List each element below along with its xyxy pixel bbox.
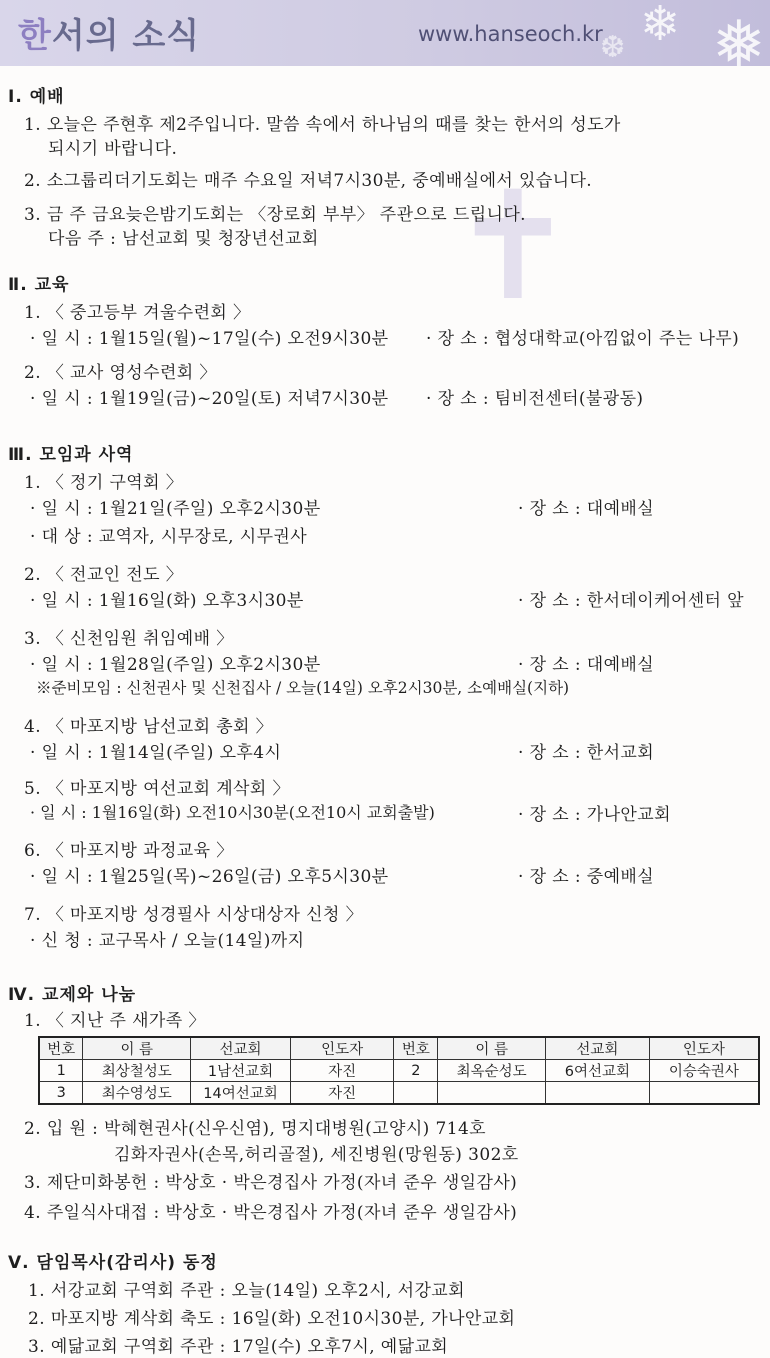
table-cell: 2 [394, 1060, 438, 1082]
fellowship-item-3: 3. 제단미화봉헌 : 박상호 · 박은경집사 가정(자녀 준우 생일감사) [24, 1173, 518, 1193]
table-header-cell: 번호 [39, 1037, 83, 1060]
section-heading-education: Ⅱ. 교육 [8, 275, 70, 295]
header-title [18, 8, 200, 57]
fellowship-item-2: 2. 입 원 : 박혜현권사(신우신염), 명지대병원(고양시) 714호 [24, 1119, 486, 1139]
pastor-item-2: 2. 마포지방 계삭회 축도 : 16일(화) 오전10시30분, 가나안교회 [28, 1309, 516, 1329]
meeting-item-3-date: · 일 시 : 1월28일(주일) 오후2시30분 [30, 655, 321, 675]
table-header-cell: 선교회 [546, 1037, 650, 1060]
header-url: www.hanseoch.kr [418, 22, 603, 46]
section-heading-fellowship: Ⅳ. 교제와 나눔 [8, 985, 137, 1005]
table-cell: 1 [39, 1060, 83, 1082]
section-heading-pastor-schedule: Ⅴ. 담임목사(감리사) 동정 [8, 1253, 218, 1273]
meeting-item-2-date: · 일 시 : 1월16일(화) 오후3시30분 [30, 591, 304, 611]
header-title-highlight: 한 [18, 16, 52, 56]
table-cell [394, 1082, 438, 1105]
meeting-item-7-title: 7. 〈 마포지방 성경필사 시상대상자 신청 〉 [24, 905, 363, 925]
worship-item-3: 3. 금 주 금요늦은밤기도회는 〈장로회 부부〉 주관으로 드립니다. [24, 205, 526, 225]
snowflake-icon: ❅ [712, 8, 766, 82]
worship-item-1: 1. 오늘은 주현후 제2주입니다. 말씀 속에서 하나님의 때를 찾는 한서의 성도가 [24, 115, 621, 135]
table-header-cell: 이 름 [83, 1037, 191, 1060]
table-header-cell: 번호 [394, 1037, 438, 1060]
page-header [0, 0, 770, 82]
table-cell: 자진 [290, 1060, 394, 1082]
meeting-item-5-date: · 일 시 : 1월16일(화) 오전10시30분(오전10시 교회출발) [30, 803, 435, 822]
fellowship-item-2-cont: 김화자권사(손목,허리골절), 세진병원(망원동) 302호 [114, 1145, 519, 1165]
section-heading-worship: Ⅰ. 예배 [8, 87, 65, 107]
pastor-item-3: 3. 예닮교회 구역회 주관 : 17일(수) 오후7시, 예닮교회 [28, 1337, 449, 1357]
table-cell: 14여선교회 [191, 1082, 291, 1105]
meeting-item-5-title: 5. 〈 마포지방 여선교회 계삭회 〉 [24, 779, 290, 799]
fellowship-item-4: 4. 주일식사대접 : 박상호 · 박은경집사 가정(자녀 준우 생일감사) [24, 1203, 518, 1223]
meeting-item-4-place: · 장 소 : 한서교회 [518, 743, 655, 763]
cross-watermark-icon: ✝ [450, 160, 576, 334]
new-family-table [38, 1036, 760, 1105]
meeting-item-6-date: · 일 시 : 1월25일(목)~26일(금) 오후5시30분 [30, 867, 389, 887]
table-row [39, 1060, 759, 1082]
table-cell [546, 1082, 650, 1105]
header-title-rest: 서의 소식 [51, 16, 201, 56]
table-cell: 최옥순성도 [438, 1060, 546, 1082]
meeting-item-3-place: · 장 소 : 대예배실 [518, 655, 655, 675]
fellowship-item-1-title: 1. 〈 지난 주 새가족 〉 [24, 1011, 206, 1031]
snowflake-icon: ❆ [600, 30, 626, 65]
pastor-item-1: 1. 서강교회 구역회 주관 : 오늘(14일) 오후2시, 서강교회 [28, 1281, 465, 1301]
table-header-cell: 선교회 [191, 1037, 291, 1060]
table-cell [438, 1082, 546, 1105]
meeting-item-1-place: · 장 소 : 대예배실 [518, 499, 655, 519]
table-header-cell: 인도자 [649, 1037, 759, 1060]
meeting-item-5-place: · 장 소 : 가나안교회 [518, 805, 671, 825]
meeting-item-3-title: 3. 〈 신천임원 취임예배 〉 [24, 629, 234, 649]
table-row [39, 1082, 759, 1105]
education-item-1-title: 1. 〈 중고등부 겨울수련회 〉 [24, 303, 251, 323]
table-header-cell: 이 름 [438, 1037, 546, 1060]
meeting-item-6-title: 6. 〈 마포지방 과정교육 〉 [24, 841, 234, 861]
table-cell [649, 1082, 759, 1105]
meeting-item-4-title: 4. 〈 마포지방 남선교회 총회 〉 [24, 717, 274, 737]
meeting-item-3-note: ※준비모임 : 신천권사 및 신천집사 / 오늘(14일) 오후2시30분, 소예배실(지하) [36, 679, 570, 697]
worship-item-2: 2. 소그룹리더기도회는 매주 수요일 저녁7시30분, 중예배실에서 있습니다. [24, 171, 593, 191]
table-cell: 3 [39, 1082, 83, 1105]
snowflake-icon: ❄ [640, 0, 681, 52]
table-cell: 이승숙권사 [649, 1060, 759, 1082]
table-cell: 최수영성도 [83, 1082, 191, 1105]
meeting-item-6-place: · 장 소 : 중예배실 [518, 867, 655, 887]
worship-item-3-cont: 다음 주 : 남선교회 및 청장년선교회 [48, 229, 319, 249]
section-heading-meetings: Ⅲ. 모임과 사역 [8, 445, 134, 465]
education-item-1-place: · 장 소 : 협성대학교(아낌없이 주는 나무) [426, 329, 740, 349]
meeting-item-7-apply: · 신 청 : 교구목사 / 오늘(14일)까지 [30, 931, 305, 951]
education-item-2-date: · 일 시 : 1월19일(금)~20일(토) 저녁7시30분 [30, 389, 389, 409]
education-item-1-date: · 일 시 : 1월15일(월)~17일(수) 오전9시30분 [30, 329, 389, 349]
table-cell: 자진 [290, 1082, 394, 1105]
meeting-item-2-place: · 장 소 : 한서데이케어센터 앞 [518, 591, 744, 611]
meeting-item-2-title: 2. 〈 전교인 전도 〉 [24, 565, 184, 585]
table-header-cell: 인도자 [290, 1037, 394, 1060]
table-cell: 최상철성도 [83, 1060, 191, 1082]
meeting-item-4-date: · 일 시 : 1월14일(주일) 오후4시 [30, 743, 282, 763]
meeting-item-1-title: 1. 〈 정기 구역회 〉 [24, 473, 184, 493]
education-item-2-title: 2. 〈 교사 영성수련회 〉 [24, 363, 217, 383]
table-cell: 6여선교회 [546, 1060, 650, 1082]
meeting-item-1-date: · 일 시 : 1월21일(주일) 오후2시30분 [30, 499, 321, 519]
worship-item-1-cont: 되시기 바랍니다. [48, 139, 178, 159]
meeting-item-1-target: · 대 상 : 교역자, 시무장로, 시무권사 [30, 527, 308, 547]
table-header-row [39, 1037, 759, 1060]
education-item-2-place: · 장 소 : 팀비전센터(불광동) [426, 389, 644, 409]
table-cell: 1남선교회 [191, 1060, 291, 1082]
